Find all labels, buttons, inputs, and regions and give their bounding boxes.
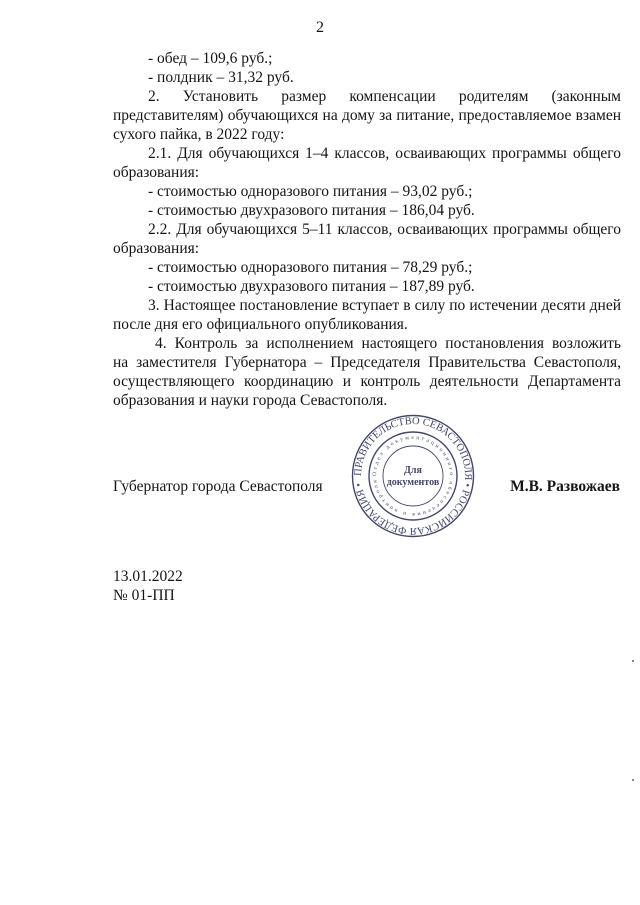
signatory-position: Губернатор города Севастополя [113, 478, 323, 495]
list-item-double-meal-1-4: - стоимостью двухразового питания – 186,04 руб. [148, 202, 475, 219]
paragraph-4-line-2: на заместителя Губернатора – Председателя Правительства Севастополя, [113, 354, 621, 371]
document-body [113, 49, 621, 410]
paragraph-4-line-4: образования и науки города Севастополя. [113, 392, 388, 409]
scan-speck [632, 779, 634, 781]
official-seal [350, 413, 476, 539]
seal-middle-ring [369, 432, 457, 520]
paragraph-2-2-line-1: 2.2. Для обучающихся 5–11 классов, осваивающих программы общего [148, 221, 621, 238]
paragraph-2-line-1: 2. Установить размер компенсации родителям (законным [148, 88, 621, 105]
page-number: 2 [316, 19, 324, 36]
seal-outer-text: ПРАВИТЕЛЬСТВО СЕВАСТОПОЛЯ • РОССИЙСКАЯ ФЕДЕРАЦИЯ • [352, 415, 474, 537]
paragraph-4-line-1: 4. Контроль за исполнением настоящего постановления возложить [155, 335, 621, 352]
paragraph-3-line-2: после дня его официального опубликования. [113, 316, 408, 333]
seal-inner-text: Отдел документационного обеспечения и контроля [371, 434, 455, 518]
paragraph-2-line-2: представителям) обучающихся на дому за питание, предоставляемое взамен [113, 107, 621, 124]
paragraph-2-2-line-2: образования: [113, 240, 200, 257]
paragraph-2-line-3: сухого пайка, в 2022 году: [113, 126, 285, 143]
paragraph-3-line-1: 3. Настоящее постановление вступает в силу по истечении десяти дней [148, 297, 621, 314]
svg-text:Отдел документационного обеспе [372, 435, 454, 517]
seal-center-line-1: Для [404, 465, 422, 476]
document-number: № 01-ПП [113, 587, 175, 604]
document-date: 13.01.2022 [113, 568, 183, 585]
paragraph-4-line-3: осуществляющего координацию и контроль деятельности Департамента [113, 373, 621, 390]
list-item-double-meal-5-11: - стоимостью двухразового питания – 187,89 руб. [148, 278, 475, 295]
list-item-single-meal-1-4: - стоимостью одноразового питания – 93,02 руб.; [148, 183, 473, 200]
signatory-name: М.В. Развожаев [510, 478, 620, 495]
list-item-single-meal-5-11: - стоимостью одноразового питания – 78,29 руб.; [148, 259, 473, 276]
paragraph-2-1-line-2: образования: [113, 164, 200, 181]
scan-speck [632, 660, 634, 662]
list-item-afternoon-snack: - полдник – 31,32 руб. [148, 69, 294, 86]
list-item-lunch: - обед – 109,6 руб.; [148, 50, 273, 67]
seal-inner-ring [383, 446, 443, 506]
paragraph-2-1-line-1: 2.1. Для обучающихся 1–4 классов, осваивающих программы общего [148, 145, 621, 162]
document-footer [113, 567, 183, 605]
seal-center-line-2: документов [386, 477, 440, 488]
